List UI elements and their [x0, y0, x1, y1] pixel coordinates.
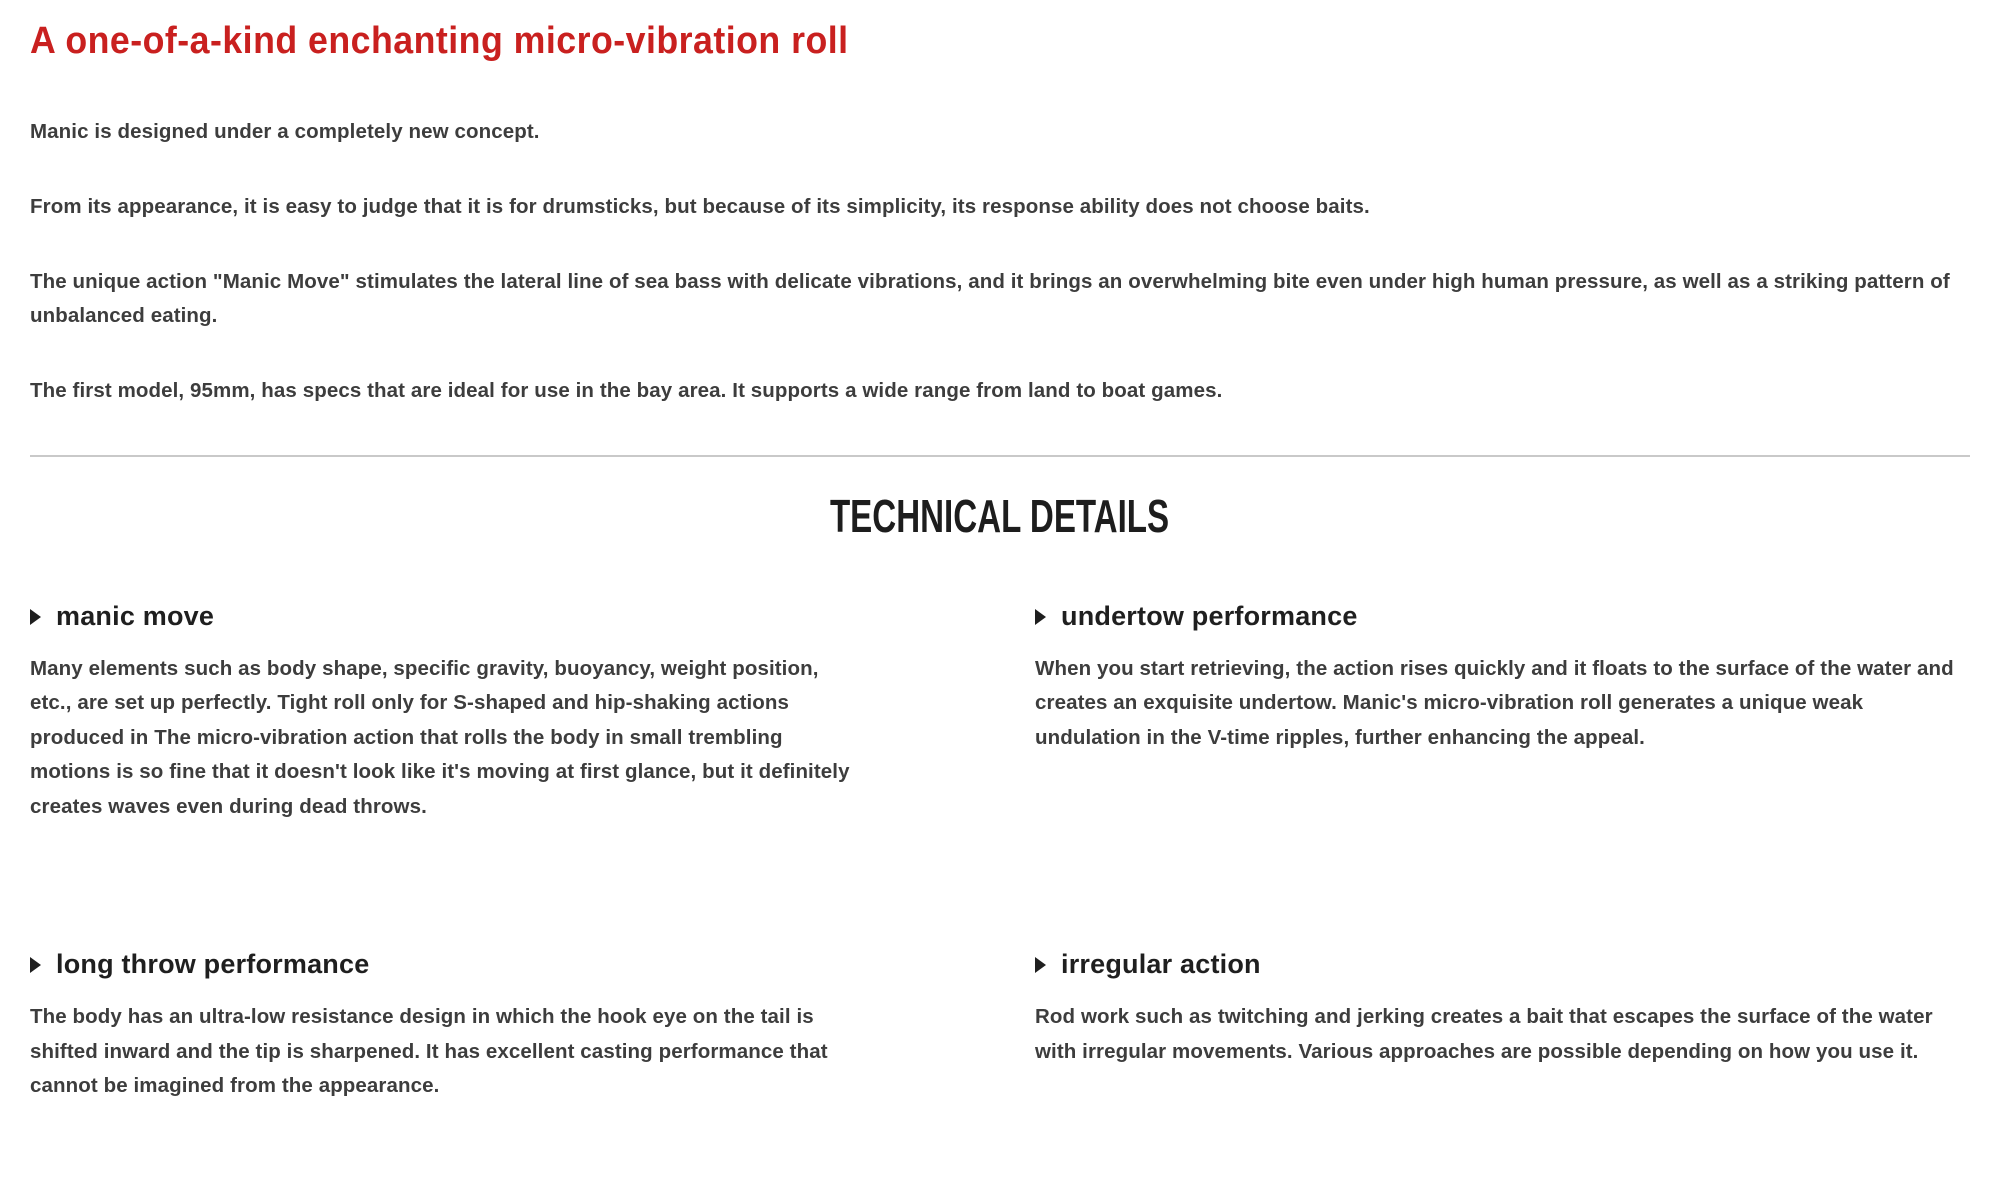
feature-heading: [1035, 949, 1970, 980]
triangle-right-icon: [30, 609, 41, 625]
page-title: A one-of-a-kind enchanting micro-vibration roll: [30, 20, 849, 62]
feature-body: Rod work such as twitching and jerking creates a bait that escapes the surface of the water with irregular movements. Various approaches are possible depending on how you use it.: [1035, 1005, 1933, 1063]
intro-paragraph-2: From its appearance, it is easy to judge that it is for drumsticks, but because of its simplicity, its response ability does not choose baits.: [30, 195, 1370, 219]
intro-section: [30, 115, 1970, 407]
feature-heading: [30, 949, 965, 980]
feature-body: Many elements such as body shape, specific gravity, buoyancy, weight position, etc., are set up perfectly. Tight roll only for S-shaped and hip-shaking actions produced in The micro-vibration action that rolls the body in small trembling motions is so fine that it doesn't look like it's moving at first glance, but it definitely creates waves even during dead throws.: [30, 657, 850, 818]
technical-details-header: [30, 489, 1970, 543]
feature-body: The body has an ultra-low resistance design in which the hook eye on the tail is shifted inward and the tip is sharpened. It has excellent casting performance that cannot be imagined from the appearance.: [30, 1005, 828, 1098]
intro-paragraph-4: The first model, 95mm, has specs that are ideal for use in the bay area. It supports a wide range from land to boat games.: [30, 378, 1223, 402]
feature-heading: [30, 601, 965, 632]
feature-title: long throw performance: [56, 949, 370, 980]
intro-paragraph-1: Manic is designed under a completely new concept.: [30, 120, 540, 143]
triangle-right-icon: [30, 957, 41, 973]
feature-title: manic move: [56, 601, 215, 632]
feature-manic-move: [30, 601, 965, 824]
feature-long-throw-performance: [30, 949, 965, 1103]
feature-body: When you start retrieving, the action rises quickly and it floats to the surface of the water and creates an exquisite undertow. Manic's micro-vibration roll generates a unique weak undulation in the V-time ripples, further enhancing the appeal.: [1035, 657, 1954, 749]
feature-irregular-action: [1035, 949, 1970, 1103]
triangle-right-icon: [1035, 609, 1046, 625]
feature-title: irregular action: [1061, 949, 1261, 980]
section-title: TECHNICAL DETAILS: [830, 490, 1170, 543]
triangle-right-icon: [1035, 957, 1046, 973]
intro-paragraph-3: The unique action "Manic Move" stimulates the lateral line of sea bass with delicate vibrations, and it brings an overwhelming bite even under high human pressure, as well as a striking pattern of unbalanced eating.: [30, 270, 1950, 327]
feature-title: undertow performance: [1061, 601, 1358, 632]
feature-heading: [1035, 601, 1970, 632]
section-divider: [30, 455, 1970, 457]
features-grid: [30, 601, 1970, 1104]
feature-undertow-performance: [1035, 601, 1970, 824]
